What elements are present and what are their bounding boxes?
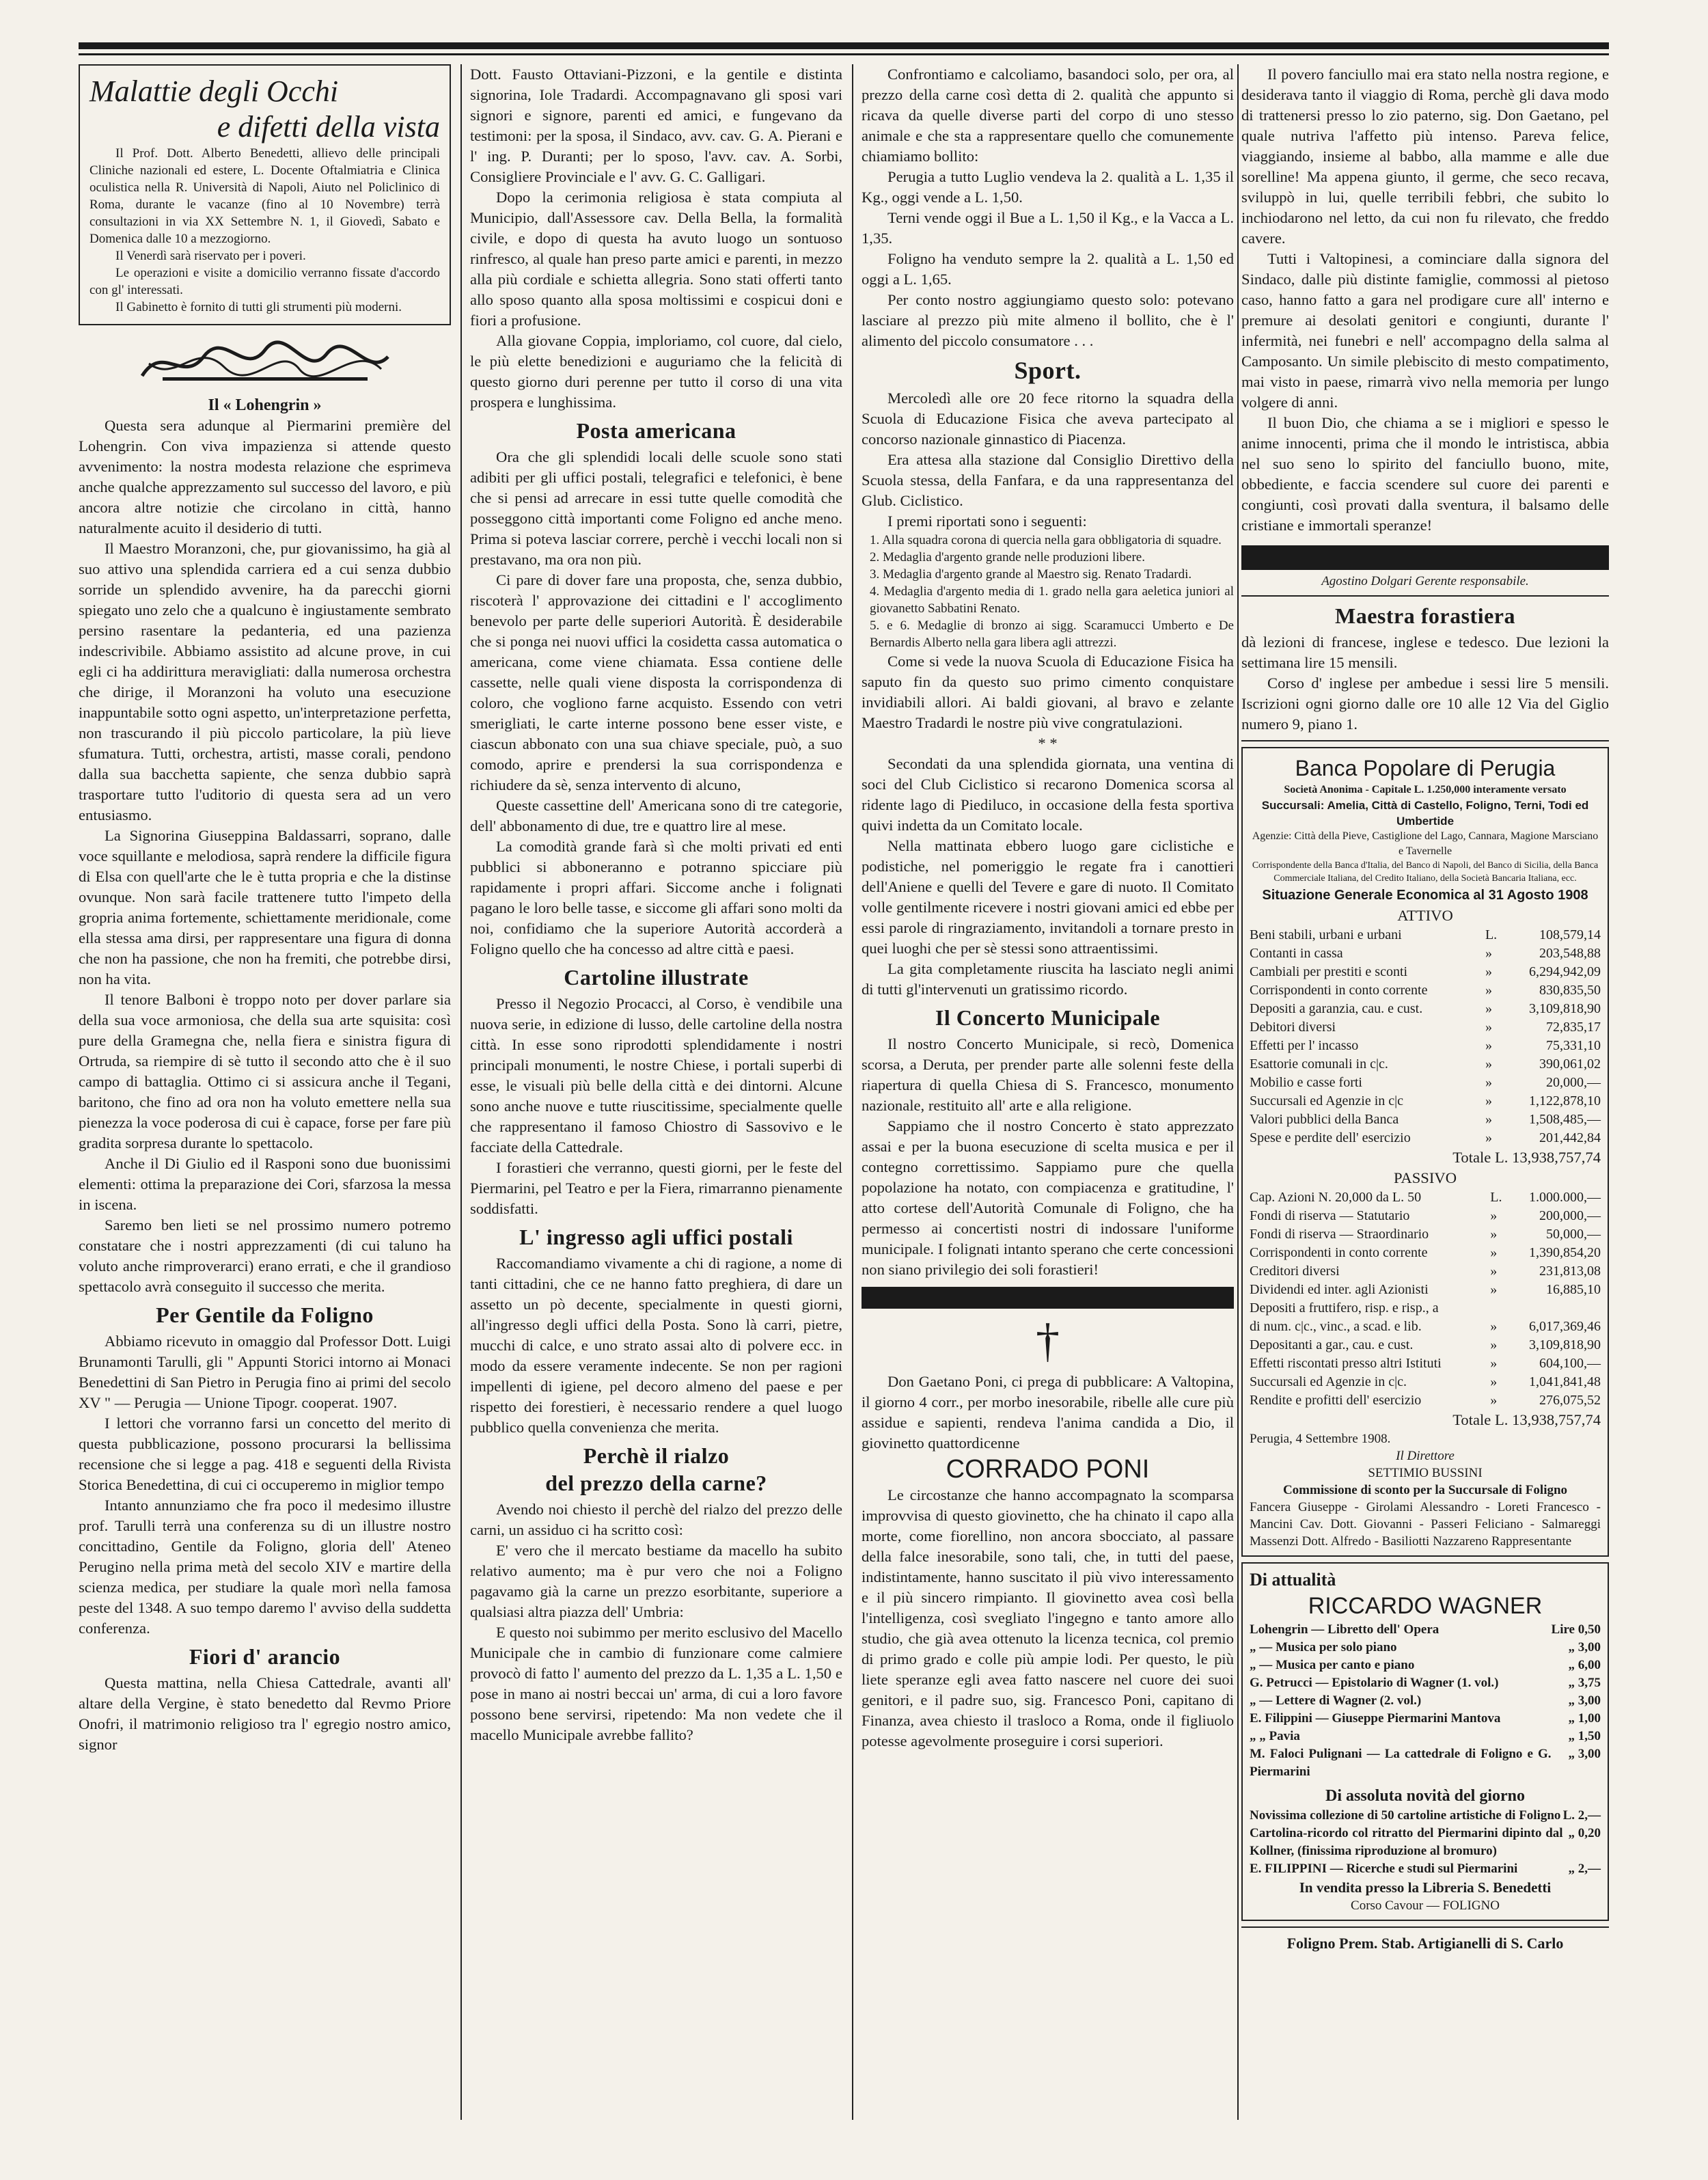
passivo-row-value: 6,017,369,46 [1529, 1319, 1601, 1334]
prize-item: 2. Medaglia d'argento grande nelle produzioni libere. [870, 550, 1145, 564]
posta-paragraph: Queste cassettine dell' Americana sono di tre categorie, dell' abbonamento di due, tre e quattro lire al mese. [470, 797, 842, 834]
attivo-row-currency: L. [1485, 927, 1498, 942]
attivo-row [1250, 1092, 1601, 1111]
divider [1241, 1926, 1609, 1928]
column-1 [79, 64, 451, 2127]
rialzo-paragraph: Avendo noi chiesto il perchè del rialzo del prezzo delle carni, un assiduo ci ha scritto così: [470, 1501, 842, 1538]
book-row-title: Lohengrin — Libretto dell' Opera [1250, 1622, 1440, 1637]
bank-correspondents: Corrispondente della Banca d'Italia, del Banco di Napoli, del Banco di Sicilia, della Banca Commerciale Italiana, del Credito Italiano, della Società Bancaria Italiana, ecc. [1252, 860, 1599, 884]
book-row-price: „ 3,75 [1568, 1676, 1601, 1690]
attivo-row-label: Succursali ed Agenzie in c|c [1250, 1093, 1404, 1108]
attivo-row [1250, 944, 1601, 963]
attivo-row-label: Valori pubblici della Banca [1250, 1112, 1399, 1127]
attivo-row-value: 3,109,818,90 [1529, 1001, 1601, 1016]
obituary-intro: Don Gaetano Poni, ci prega di pubblicare: A Valtopina, il giorno 4 corr., per morbo inesorabile, ribelle alle cure più assidue e sapienti, rendeva l'anima candida a Dio, il giovinetto quattordicenne [862, 1373, 1234, 1452]
attivo-row [1250, 1129, 1601, 1147]
book-row-price: Lire 0,50 [1551, 1622, 1601, 1637]
passivo-row [1250, 1281, 1601, 1299]
lohengrin-paragraph: Questa sera adunque al Piermarini première del Lohengrin. Con viva impazienza si attende questo avvenimento: la nostra modesta relazione che esprimeva anche qualche apprezzamento sul successo del lavoro, e più ancora altre notizie che circolano in città, hanno naturalmente acuito il desiderio di tutti. [79, 417, 451, 536]
gentile-paragraph: Abbiamo ricevuto in omaggio dal Professor Dott. Luigi Brunamonti Tarulli, gli " Appunti Storici intorno ai Monaci Benedettini di San Pietro in Perugia fino ai primi del secolo XV " — Perugia — Unione Tipogr. cooperat. 1907. [79, 1333, 451, 1411]
passivo-row-currency: » [1490, 1356, 1498, 1371]
book-row-title: G. Petrucci — Epistolario di Wagner (1. vol.) [1250, 1676, 1499, 1690]
passivo-row-currency: » [1490, 1264, 1498, 1279]
attivo-row [1250, 1074, 1601, 1092]
passivo-row-label: Dividendi ed inter. agli Azionisti [1250, 1282, 1429, 1297]
ciclismo-paragraph: Nella mattinata ebbero luogo gare ciclistiche e podistiche, nel pomeriggio le regate fra i canottieri dell'Aniene e quelli del Tevere e gare di nuoto. Il Comitato volle gentilmente ricevere i nostri giovani amici ed ebbe per essi parole di ringraziamento, invitandoli a tornare presto in quei luoghi che per sè stessi sono attraentissimi. [862, 837, 1234, 957]
attivo-row-value: 1,122,878,10 [1529, 1093, 1601, 1108]
passivo-row-currency: » [1490, 1227, 1498, 1242]
cartoline-heading: Cartoline illustrate [564, 965, 749, 990]
attualita-heading: Di attualità [1250, 1570, 1336, 1590]
attivo-row-label: Corrispondenti in conto corrente [1250, 983, 1428, 998]
attivo-row-currency: » [1485, 1020, 1492, 1035]
attivo-row-label: Contanti in cassa [1250, 946, 1343, 961]
passivo-heading: PASSIVO [1393, 1169, 1457, 1186]
attivo-row [1250, 963, 1601, 981]
attivo-table [1250, 926, 1601, 1147]
attivo-row-value: 108,579,14 [1539, 927, 1601, 942]
ad-paragraph: Il Prof. Dott. Alberto Benedetti, allievo delle principali Cliniche nazionali ed estere, L. Docente Oftalmiatria e Clinica oculistica nella R. Università di Napoli, Aiuto nel Policlinico di Roma, durante le vacanze (fino al 10 Novembre) terrà consultazioni in via XX Settembre N. 1, il Giovedì, Sabato e Domenica dalle 10 a mezzogiorno. [89, 146, 440, 246]
book-row [1250, 1745, 1601, 1781]
attivo-row-currency: » [1485, 1093, 1492, 1108]
bank-director-title: Il Direttore [1396, 1449, 1455, 1463]
lohengrin-paragraph: La Signorina Giuseppina Baldassarri, soprano, dalle voce squillante e melodiosa, saprà rendere la difficile figura di Elsa con quell'arte che le è tutta propria e che la distinse ovunque. Non sarà facile trattenere tutto l'impeto della gropria anima fortemente, schiettamente meridionale, come ella stessa ama dirsi, per rappresentare una figura di donna che non ha passione, che non ha fremiti, che potrebbe dirsi, non ha vita. [79, 827, 451, 987]
rialzo-paragraph: E' vero che il mercato bestiame da macello ha subito relativo aumento; ma è pur vero che noi a Foligno pagavamo già la carne un prezzo esorbitante, superiore a qualsiasi altra piazza dell' Umbria: [470, 1542, 842, 1620]
book-row-price: „ 3,00 [1568, 1693, 1601, 1708]
passivo-row-label: Depositi a fruttifero, risp. e risp., a [1250, 1300, 1439, 1316]
attivo-row-label: Cambiali per prestiti e sconti [1250, 964, 1408, 979]
bookshop-ad [1241, 1562, 1609, 1921]
sport-paragraph: Mercoledì alle ore 20 fece ritorno la squadra della Scuola di Educazione Fisica che aveva partecipato al concorso nazionale ginnastico di Piacenza. [862, 390, 1234, 448]
passivo-row [1250, 1354, 1601, 1373]
book-row-title: M. Faloci Pulignani — La cattedrale di Foligno e G. Piermarini [1250, 1747, 1552, 1779]
shop-line: In vendita presso la Libreria S. Benedetti [1299, 1879, 1552, 1896]
passivo-row-value: 1,041,841,48 [1529, 1374, 1601, 1389]
prize-item: 3. Medaglia d'argento grande al Maestro sig. Renato Tradardi. [870, 567, 1192, 582]
top-rule [79, 42, 1609, 49]
book-row [1250, 1657, 1601, 1674]
passivo-row-currency: » [1490, 1337, 1498, 1352]
attivo-row [1250, 1018, 1601, 1037]
passivo-row [1250, 1318, 1601, 1336]
rialzo-heading-2: del prezzo della carne? [545, 1471, 767, 1495]
sport-paragraph: Era attesa alla stazione dal Consiglio Direttivo della Scuola stessa, della Fanfara, e da una rappresentanza del Glub. Ciclistico. [862, 451, 1234, 509]
passivo-row-value: 50,000,— [1546, 1227, 1601, 1242]
top-rule-thin [79, 53, 1609, 55]
novita-row-price: „ 2,— [1568, 1862, 1601, 1876]
prize-item: 4. Medaglia d'argento media di 1. grado nella gara aeletica juniori al giovanetto Sabbatini Renato. [870, 584, 1234, 616]
bank-date: Perugia, 4 Settembre 1908. [1250, 1432, 1391, 1446]
fiori-heading: Fiori d' arancio [189, 1644, 341, 1669]
attivo-row-label: Mobilio e casse forti [1250, 1075, 1362, 1090]
book-row [1250, 1639, 1601, 1657]
attivo-row-label: Esattorie comunali in c|c. [1250, 1057, 1388, 1072]
passivo-row-currency: » [1490, 1319, 1498, 1334]
obituary-name: CORRADO PONI [946, 1455, 1150, 1484]
attivo-row-currency: » [1485, 1130, 1492, 1145]
attivo-row [1250, 926, 1601, 944]
carne-paragraph: Foligno ha venduto sempre la 2. qualità a L. 1,50 ed oggi a L. 1,65. [862, 250, 1234, 288]
novita-row-price: L. 2,— [1562, 1808, 1601, 1823]
lohengrin-paragraph: Il Maestro Moranzoni, che, pur giovanissimo, ha già al suo attivo una splendida carriera ed a cui senza dubbio sorride un splendido avvenire, ha da parecchi giorni spiegato uno zelo che a qualcuno è ingiustamente sembrato persino rasentare la pedanteria, ed una pazienza indescrivibile. Abbiamo assistito ad alcune prove, in cui egli ci ha addirittura meravigliati: dalla numerosa orchestra che dirige, il Moranzoni ha voluto una esecuzione inappuntabile sotto ogni aspetto, un'interpretazione perfetta, non trascurando il più piccolo particolare, la più lieve sfumatura. Tutti, orchestra, artisti, masse corali, pendono dalla sua bacchetta sapiente, che senza dubbio saprà trasportare tutto l'uditorio di questa sera ad un vero entusiasmo. [79, 540, 451, 823]
passivo-row-label: Rendite e profitti dell' esercizio [1250, 1393, 1422, 1408]
obituary-paragraph: Il buon Dio, che chiama a se i migliori e spesso le anime innocenti, prima che il mondo le intristisca, abbia nel suo seno lo spirito del fanciullo buono, mite, obbediente, e faccia scendere sul cuore dei parenti e congiunti, così provati dalla sventura, il balsamo delle cristiane e immortali speranze! [1241, 414, 1609, 534]
passivo-row-label: Corrispondenti in conto corrente [1250, 1245, 1428, 1260]
eye-doctor-ad [79, 64, 451, 325]
book-row [1250, 1692, 1601, 1710]
newspaper-page [79, 42, 1609, 2147]
ad-paragraph: Il Gabinetto è fornito di tutti gli strumenti più moderni. [115, 300, 402, 314]
rialzo-heading-1: Perchè il rialzo [583, 1443, 730, 1468]
attivo-row-value: 6,294,942,09 [1529, 964, 1601, 979]
attivo-row-currency: » [1485, 1112, 1492, 1127]
book-row [1250, 1710, 1601, 1728]
attivo-row-currency: » [1485, 946, 1492, 961]
passivo-row [1250, 1188, 1601, 1207]
ad-paragraph: Il Venerdì sarà riservato per i poveri. [115, 249, 306, 263]
passivo-row-label: Depositanti a gar., cau. e cust. [1250, 1337, 1414, 1352]
mourning-bar [862, 1287, 1234, 1309]
attivo-row-currency: » [1485, 1057, 1492, 1072]
book-row [1250, 1674, 1601, 1692]
attivo-row-label: Depositi a garanzia, cau. e cust. [1250, 1001, 1423, 1016]
mourning-bar [1241, 545, 1609, 570]
posta-paragraph: Ci pare di dover fare una proposta, che, senza dubbio, riscoterà l' approvazione dei cittadini e l' accoglimento benevolo per parte delle superiori Autorità. È desiderabile che si ponga nei nuovi uffici la cosidetta cassa automatica o americana, come viene chiamata. Essa contiene delle cassette, nelle quali viene disposta la corrispondenza di coloro, che vogliono farne acquisto. Essendo con vetri smerigliati, le carte interne possono bene esser viste, e ciascun abbonato con una sua chiave speciale, può, a suo comodo, aprire e prendersi la sua corrispondenza e richiudere da sè, senza intervento di alcuno, [470, 571, 842, 793]
passivo-row-currency: » [1490, 1245, 1498, 1260]
lohengrin-heading: Il « Lohengrin » [208, 396, 322, 414]
maestra-paragraph: Corso d' inglese per ambedue i sessi lire 5 mensili. Iscrizioni ogni giorno dalle ore 10 alle 12 Via del Giglio numero 9, piano 1. [1241, 675, 1609, 733]
passivo-row-value: 1.000.000,— [1529, 1190, 1601, 1205]
posta-heading: Posta americana [576, 418, 736, 443]
divider [1241, 595, 1609, 597]
attivo-row [1250, 1055, 1601, 1074]
wedding-paragraph: Alla giovane Coppia, imploriamo, col cuore, dal cielo, le più elette benedizioni e auguriamo che la felicità di questo giorno duri perenne per tutto il corso di una vita prospera e lunghissima. [470, 332, 842, 411]
attivo-row-currency: » [1485, 1075, 1492, 1090]
passivo-row-label: Creditori diversi [1250, 1264, 1340, 1279]
passivo-row [1250, 1207, 1601, 1225]
passivo-total: Totale L. 13,938,757,74 [1452, 1411, 1601, 1428]
fiori-paragraph: Questa mattina, nella Chiesa Cattedrale, avanti all' altare della Vergine, è stato benedetto dal Revmo Priore Onofri, il matrimonio religioso tra l' egregio nostro amico, signor [79, 1674, 451, 1753]
carne-paragraph: Confrontiamo e calcoliamo, basandoci solo, per ora, al prezzo della carne così detta di 2. qualità che appunto si ricava da quelle diverse parti del corpo di uno stesso animale e che sta a rappresentare quello che comunemente chiamiamo bollito: [862, 66, 1234, 165]
passivo-row-value: 3,109,818,90 [1529, 1337, 1601, 1352]
ingresso-paragraph: Raccomandiamo vivamente a chi di ragione, a nome di tanti cittadini, che ce ne hanno fatto preghiera, di dare un assetto un pò decente, specialmente in questi giorni, all'ingresso degli uffici della Posta. Sono là carri, pietre, mucchi di calce, e uno strato assai alto di polvere ecc. in modo da essere veramente indecente. Se non per ragioni impellenti di igiene, pel decoro almeno del paese e per rispetto dei forestieri, è necessario rendere a quel luogo pubblico quella convenienza che merita. [470, 1255, 842, 1436]
passivo-row-label: Succursali ed Agenzie in c|c. [1250, 1374, 1407, 1389]
passivo-row-label: Fondi di riserva — Straordinario [1250, 1227, 1429, 1242]
attivo-row-value: 75,331,10 [1546, 1038, 1601, 1053]
bank-agencies: Agenzie: Città della Pieve, Castiglione del Lago, Cannara, Magione Marsciano e Tavernelle [1252, 830, 1599, 857]
attivo-row-value: 201,442,84 [1539, 1130, 1601, 1145]
attivo-row-currency: » [1485, 983, 1492, 998]
ad-title-line2: e difetti della vista [217, 110, 440, 144]
sport-heading: Sport. [1014, 357, 1082, 384]
book-row [1250, 1621, 1601, 1639]
column-rule [1237, 64, 1239, 2120]
lohengrin-paragraph: Saremo ben lieti se nel prossimo numero potremo constatare che i nostri apprezzamenti (di cui taluno ha voluto anche rimproverarci) erano errati, e che il grandioso spettacolo avrà conseguito il successo che merita. [79, 1216, 451, 1295]
lohengrin-paragraph: Anche il Di Giulio ed il Rasponi sono due buonissimi elementi: ottima la preparazione dei Cori, sfarzosa la messa in iscena. [79, 1155, 451, 1213]
wedding-paragraph: Dopo la cerimonia religiosa è stata compiuta al Municipio, dall'Assessore cav. Della Bella, la formalità civile, e dopo di questa ha avuto luogo un sontuoso rinfresco, al quale han preso parte amici e parenti, in mezzo alla più cordiale e schietta allegria. Sono stati offerti tanto allo sposo quanto alla sposa moltissimi e cospicui doni e fiori a profusione. [470, 189, 842, 329]
wagner-heading: RICCARDO WAGNER [1308, 1593, 1543, 1619]
novita-row-title: Cartolina-ricordo col ritratto del Piermarini dipinto dal Kollner, (finissima riproduzione al bromuro) [1250, 1826, 1563, 1858]
column-rule [852, 64, 853, 2120]
novita-list [1250, 1807, 1601, 1878]
gentile-paragraph: Intanto annunziamo che fra poco il medesimo illustre prof. Tarulli terrà una conferenza su di un illustre nostro concittadino, Gentile da Foligno, gloria dell' Ateneo Perugino nella prima metà del secolo XIV e martire della scienza medica, per studiare la quale morì nella famosa peste del 1348. A suo tempo daremo l' avviso della suddetta conferenza. [79, 1497, 451, 1637]
gentile-heading: Per Gentile da Foligno [156, 1303, 374, 1327]
book-row-title: E. Filippini — Giuseppe Piermarini Mantova [1250, 1711, 1501, 1726]
rialzo-paragraph: E questo noi subimmo per merito esclusivo del Macello Municipale che in cambio di funzionare come calmiere provocò di fatto l' aumento del prezzo da L. 1,35 a L. 1,50 e pose in mano ai nostri beccai un' arma, di cui a loro favore possono bene servirsi, ripetendo: Ma non vedete che il macello Municipale avrebbe fallito? [470, 1624, 842, 1743]
obituary-paragraph: Le circostanze che hanno accompagnato la scomparsa improvvisa di questo giovinetto, che ha chinato il capo alla morte, come fiorellino, non ancora sbocciato, al passare della falce inesorabile, sono tali, che, in tutti del paese, indistintamente, hanno suscitato il più vivo interessamento e il più sincero rimpianto. Il giovinetto avea così bella l'intelligenza, così svegliato l'ingegno e tanto amore allo studio, che già avea ottenuto la licenza tecnica, col premio di primo grado e colle più ampie lodi. Per questo, le più liete speranze egli avea fatto nascere nel cuore dei suoi genitori, e il padre suo, sig. Francesco Poni, capitano di Finanza, avea chiesto il trasloco a Roma, onde il figliuolo potesse agevolmente proseguire i corsi superiori. [862, 1486, 1234, 1749]
novita-row-title: E. FILIPPINI — Ricerche e studi sul Piermarini [1250, 1862, 1518, 1876]
book-row-price: „ 6,00 [1568, 1658, 1601, 1672]
obituary-paragraph: Il povero fanciullo mai era stato nella nostra regione, e desiderava tanto il viaggio di Roma, perchè gli dava modo di trattenersi presso lo zio paterno, sig. Don Gaetano, pel quale nutriva l'affetto più intenso. Pareva felice, viaggiando, insieme al babbo, alla mamme e alle due sorelline! Ma appena giunto, il germe, che seco recava, sviluppò in lui, quelle terribili febbri, che subito lo inchiodarono nel letto, da cui non fu rilevato, che freddo cavere. [1241, 66, 1609, 247]
attivo-row [1250, 1037, 1601, 1055]
passivo-row-currency: » [1490, 1393, 1498, 1408]
concerto-paragraph: Sappiamo che il nostro Concerto è stato apprezzato assai e per la buona esecuzione di scelta musica e per il contegno correttissimo. Sappiamo pure che quella popolazione ha notato, con compiacenza e gratitudine, l' atto cortese dell'Autorità Comunale di Foligno, che ha permesso ai concertisti nostri di indossare l'uniforme municipale. I folignati intanto sperano che certe concessioni non siano privilegio dei soli forastieri! [862, 1117, 1234, 1278]
book-row-price: „ 1,00 [1568, 1711, 1601, 1726]
sport-paragraph: I premi riportati sono i seguenti: [887, 513, 1087, 530]
column-rule [460, 64, 462, 2120]
book-row-price: „ 3,00 [1568, 1747, 1601, 1761]
bank-statement [1241, 747, 1609, 1557]
novita-heading: Di assoluta novità del giorno [1325, 1787, 1526, 1805]
ad-title-line1: Malattie degli Occhi [89, 74, 339, 108]
prize-list [862, 532, 1234, 651]
passivo-row [1250, 1262, 1601, 1281]
passivo-row [1250, 1244, 1601, 1262]
attivo-row-label: Spese e perdite dell' esercizio [1250, 1130, 1411, 1145]
bank-branches: Succursali: Amelia, Città di Castello, Foligno, Terni, Todi ed Umbertide [1261, 799, 1589, 828]
passivo-row-value: 276,075,52 [1539, 1393, 1601, 1408]
attivo-row-label: Debitori diversi [1250, 1020, 1336, 1035]
passivo-row-value [1511, 1299, 1601, 1318]
attivo-row-label: Effetti per l' incasso [1250, 1038, 1359, 1053]
attivo-row-value: 1,508,485,— [1529, 1112, 1601, 1127]
passivo-row-value: 16,885,10 [1546, 1282, 1601, 1297]
maestra-paragraph: dà lezioni di francese, inglese e tedesco. Due lezioni la settimana lire 15 mensili. [1241, 633, 1609, 671]
gentile-paragraph: I lettori che vorranno farsi un concetto del merito di questa pubblicazione, possono procurarsi la bellissima recensione che si legge a pag. 418 e seguenti della Rivista Storica Benedettina, di cui ci occuperemo in miglior tempo [79, 1415, 451, 1493]
ad-body [89, 145, 440, 316]
printer-line: Foligno Prem. Stab. Artigianelli di S. Carlo [1286, 1935, 1564, 1952]
asterism: * * [1038, 735, 1058, 752]
posta-paragraph: Ora che gli splendidi locali delle scuole sono stati adibiti per gli uffici postali, telegrafici e telefonici, è bene che si pensi ad arrecare in essi tutte quelle comodità che posseggono città importanti come Foligno ed anche meno. Prima si poteva lasciar correre, perchè i vecchi locali non si prestavano, ma ora non più. [470, 448, 842, 568]
commission-title: Commissione di sconto per la Succursale di Foligno [1282, 1483, 1568, 1497]
commission-members: Fancera Giuseppe - Girolami Alessandro - Loreti Francesco - Mancini Cav. Dott. Giovanni - Passeri Feliciano - Salmareggi Massenzi Dott. Alfredo - Basiliotti Nazzareno Rappresentante [1250, 1500, 1601, 1549]
wedding-paragraph: Dott. Fausto Ottaviani-Pizzoni, e la gentile e distinta signorina, Iole Tradardi. Accompagnavano gli sposi vari signori e signore, parenti ed amici, e fungevano da testimoni: per la sposa, il Sindaco, avv. cav. G. A. Pierani e l' ing. P. Duranti; per lo sposo, l'avv. cav. A. Sorbi, Consigliere Provinciale e l' avv. G. C. Galligari. [470, 66, 842, 185]
obituary-paragraph: Tutti i Valtopinesi, a cominciare dalla signora del Sindaco, dalle più distinte famiglie, commossi al pietoso caso, hanno fatto a gara nel prodigare cure all' interno e premure ai desolati genitori e congiunti, durante l' infermità, nei funebri e nell' accompagno della salma al Camposanto. Un simile plebiscito di mesto compatimento, mai visto in paese, rimarrà vivo nella memoria per lungo volgere di anni. [1241, 250, 1609, 411]
teatro-ornament [79, 336, 451, 390]
passivo-row-label: Effetti riscontati presso altri Istituti [1250, 1356, 1442, 1371]
passivo-table [1250, 1188, 1601, 1410]
column-2 [470, 64, 842, 2127]
ad-paragraph: Le operazioni e visite a domicilio verranno fissate d'accordo con gl' interessati. [89, 266, 440, 297]
passivo-row-value: 1,390,854,20 [1529, 1245, 1601, 1260]
passivo-row-value: 604,100,— [1539, 1356, 1601, 1371]
novita-row [1250, 1860, 1601, 1878]
book-row-price: „ 3,00 [1568, 1640, 1601, 1654]
attivo-row [1250, 1000, 1601, 1018]
posta-paragraph: La comodità grande farà sì che molti privati ed enti pubblici si abboneranno e potranno spicciare più rapidamente i propri affari. Siccome anche i folignati pagano le loro belle tasse, e siccome gli affari sono molti da noi, confidiamo che la superiore Autorità accorderà a Foligno quello che ha concesso ad altre città e paesi. [470, 838, 842, 957]
concerto-heading: Il Concerto Municipale [935, 1005, 1161, 1030]
attivo-row-value: 203,548,88 [1539, 946, 1601, 961]
cross-icon: † [1036, 1315, 1060, 1367]
ornament-icon [135, 336, 395, 390]
passivo-row-currency: » [1490, 1374, 1498, 1389]
attivo-row-currency: » [1485, 964, 1492, 979]
passivo-row-currency: » [1490, 1282, 1498, 1297]
passivo-row-currency: » [1490, 1208, 1498, 1223]
bank-name: Banca Popolare di Perugia [1295, 756, 1556, 780]
attivo-row-label: Beni stabili, urbani e urbani [1250, 927, 1402, 942]
carne-paragraph: Terni vende oggi il Bue a L. 1,50 il Kg., e la Vacca a L. 1,35. [862, 209, 1234, 247]
concerto-paragraph: Il nostro Concerto Municipale, si recò, Domenica scorsa, a Deruta, per prender parte alle solenni feste della riapertura di quella Chiesa di S. Francesco, monumento nazionale, restituito all' arte e alla religione. [862, 1035, 1234, 1114]
attivo-row-currency: » [1485, 1038, 1492, 1053]
divider [1241, 740, 1609, 741]
attivo-row-value: 72,835,17 [1546, 1020, 1601, 1035]
lohengrin-paragraph: Il tenore Balboni è troppo noto per dover parlare sia della sua voce armoniosa, che della sua arte squisita: così pure della Gramegna che, nella fiera e sinistra figura di Ortruda, sa riempire di sè tutto il secondo atto che è il suo campo di battaglia. Ottimo ci si assicura anche il Tegani, baritono, che fino ad ora non ha voluto emettere nella sua pienezza la voce poderosa di cui è capace, forse per fare più gradita sorpresa durante lo spettacolo. [79, 991, 451, 1152]
ingresso-heading: L' ingresso agli uffici postali [519, 1225, 793, 1249]
cartoline-paragraph: Presso il Negozio Procacci, al Corso, è vendibile una nuova serie, in edizione di lusso, delle cartoline della nostra città. In esse sono riprodotti splendidamente i nostri principali monumenti, le nostre Chiese, i portali superbi di esse, le visuali più belle della città e dei dintorni. Alcune sono anche nuove e tutte riuscitissime, specialmente quelle che rappresentano il famoso Chiostro di Sassovivo e le facciate della Cattedrale. [470, 995, 842, 1156]
maestra-heading: Maestra forastiera [1335, 603, 1515, 628]
attivo-heading: ATTIVO [1397, 907, 1453, 924]
prize-item: 1. Alla squadra corona di quercia nella gara obbligatoria di squadre. [870, 533, 1222, 547]
book-row [1250, 1728, 1601, 1745]
attivo-row [1250, 981, 1601, 1000]
book-row-price: „ 1,50 [1568, 1729, 1601, 1743]
passivo-row-label: Fondi di riserva — Statutario [1250, 1208, 1410, 1223]
passivo-row-label: Cap. Azioni N. 20,000 da L. 50 [1250, 1190, 1422, 1205]
shop-address: Corso Cavour — FOLIGNO [1351, 1898, 1500, 1913]
passivo-row [1250, 1391, 1601, 1410]
column-3 [862, 64, 1234, 2127]
novita-row-title: Novissima collezione di 50 cartoline artistiche di Foligno [1250, 1808, 1561, 1823]
bank-situation: Situazione Generale Economica al 31 Agosto 1908 [1262, 888, 1588, 903]
attivo-row-value: 20,000,— [1546, 1075, 1601, 1090]
novita-row-price: „ 0,20 [1568, 1826, 1601, 1840]
attivo-row-value: 830,835,50 [1539, 983, 1601, 998]
book-row-title: „ — Musica per solo piano [1250, 1640, 1397, 1654]
prize-item: 5. e 6. Medaglie di bronzo ai sigg. Scaramucci Umberto e De Bernardis Alberto nella gara libera agli attrezzi. [870, 618, 1234, 650]
cartoline-paragraph: I forastieri che verranno, questi giorni, per le feste del Piermarini, pel Teatro e per la Fiera, rimarranno pienamente soddisfatti. [470, 1159, 842, 1217]
novita-row [1250, 1807, 1601, 1825]
carne-paragraph: Perugia a tutto Luglio vendeva la 2. qualità a L. 1,35 il Kg., oggi vende a L. 1,50. [862, 168, 1234, 206]
book-list [1250, 1621, 1601, 1781]
passivo-row-label: di num. c|c., vinc., a scad. e lib. [1250, 1319, 1422, 1334]
passivo-row [1250, 1373, 1601, 1391]
attivo-row-currency: » [1485, 1001, 1492, 1016]
carne-paragraph: Per conto nostro aggiungiamo questo solo: potevano lasciare al prezzo più mite almeno il bollito, che è l' alimento del piccolo consumatore . . . [862, 291, 1234, 349]
book-row-title: „ „ Pavia [1250, 1729, 1300, 1743]
passivo-row [1250, 1336, 1601, 1354]
passivo-row [1250, 1299, 1601, 1318]
attivo-row-value: 390,061,02 [1539, 1057, 1601, 1072]
book-row-title: „ — Musica per canto e piano [1250, 1658, 1415, 1672]
attivo-row [1250, 1111, 1601, 1129]
passivo-row-currency: L. [1490, 1190, 1502, 1205]
novita-row [1250, 1825, 1601, 1860]
gerente-line: Agostino Dolgari Gerente responsabile. [1321, 574, 1529, 588]
passivo-row-value: 231,813,08 [1539, 1264, 1601, 1279]
passivo-row-value: 200,000,— [1539, 1208, 1601, 1223]
bank-capital: Società Anonima - Capitale L. 1.250,000 interamente versato [1284, 784, 1567, 795]
sport-paragraph: Come si vede la nuova Scuola di Educazione Fisica ha saputo fin da questo suo primo cimento conquistare invidiabili allori. Ai baldi giovani, al bravo e zelante Maestro Tradardi le nostre più vive congratulazioni. [862, 653, 1234, 731]
ciclismo-paragraph: La gita completamente riuscita ha lasciato negli animi di tutti gl'intervenuti un gratissimo ricordo. [862, 960, 1234, 998]
passivo-row-currency [1490, 1299, 1511, 1318]
book-row-title: „ — Lettere di Wagner (2. vol.) [1250, 1693, 1422, 1708]
ciclismo-paragraph: Secondati da una splendida giornata, una ventina di soci del Club Ciclistico si recarono Domenica scorsa al ridente lago di Piediluco, in occasione della festa sportiva quivi indetta da un Comitato locale. [862, 755, 1234, 834]
bank-director: SETTIMIO BUSSINI [1368, 1466, 1483, 1480]
attivo-total: Totale L. 13,938,757,74 [1452, 1149, 1601, 1166]
column-4 [1241, 64, 1609, 2127]
passivo-row [1250, 1225, 1601, 1244]
